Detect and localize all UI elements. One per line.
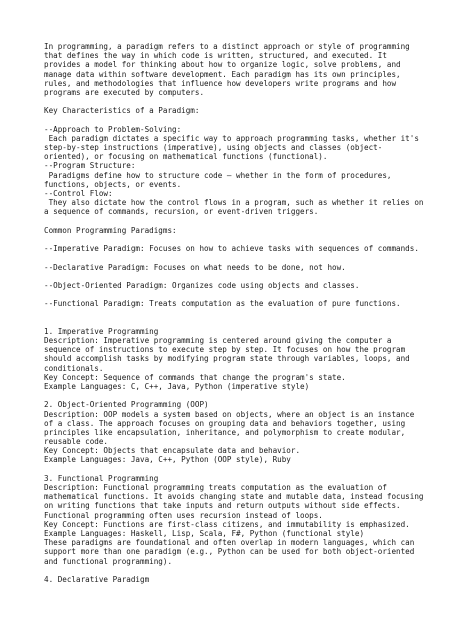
document-line: oriented), or focusing on mathematical functions (functional). <box>44 152 328 162</box>
document-line: a sequence of commands, recursion, or event-driven triggers. <box>44 207 319 217</box>
document-line <box>44 97 464 106</box>
document-line: They also dictate how the control flows in a program, such as whether it relies on <box>44 198 424 208</box>
document-line: Functional programming often uses recursion instead of loops. <box>44 510 323 520</box>
document-line: support more than one paradigm (e.g., Python can be used for both object-oriented <box>44 547 415 557</box>
document-line: Example Languages: Haskell, Lisp, Scala, F#, Python (functional style) <box>44 528 365 538</box>
document-line: In programming, a paradigm refers to a distinct approach or style of programming <box>44 42 410 51</box>
document-line: on writing functions that take inputs and return outputs without side effects. <box>44 501 401 511</box>
document-line: and functional programming). <box>44 556 173 566</box>
document-line: Key Concept: Functions are first-class citizens, and immutability is emphasized. <box>44 519 410 529</box>
document-line: reusable code. <box>44 437 109 447</box>
document-line: programs are executed by computers. <box>44 87 205 97</box>
document-line: mathematical functions. It avoids changing state and mutable data, instead focusing <box>44 492 424 502</box>
document-line: Key Concept: Objects that encapsulate data and behavior. <box>44 446 301 456</box>
document-line: --Control Flow: <box>44 189 113 198</box>
document-line <box>44 308 464 317</box>
document-line: conditionals. <box>44 363 104 373</box>
document-line <box>44 235 464 244</box>
document-line: Key Concept: Sequence of commands that change the program's state. <box>44 372 346 382</box>
document-line: that defines the way in which code is written, structured, and executed. It <box>44 51 387 61</box>
document-line <box>44 253 464 262</box>
document-line: Example Languages: C, C++, Java, Python (imperative style) <box>44 381 310 391</box>
document-line <box>44 318 464 327</box>
document-line: Key Characteristics of a Paradigm: <box>44 106 200 116</box>
document-line: 1. Imperative Programming <box>44 326 159 336</box>
document-line <box>44 391 464 400</box>
document-line: Description: OOP models a system based on objects, where an object is an instance <box>44 409 415 419</box>
document-line: rules, and methodologies that influence how developers write programs and how <box>44 78 397 88</box>
document-line: of a class. The approach focuses on grouping data and behaviors together, using <box>44 418 406 428</box>
document-line: manage data within software development. Each paradigm has its own principles, <box>44 69 401 79</box>
document-line: --Program Structure: <box>44 161 136 171</box>
document-line: Example Languages: Java, C++, Python (OOP style), Ruby <box>44 455 291 465</box>
document-line: step-by-step instructions (imperative), using objects and classes (object- <box>44 143 383 153</box>
document-line: functions, objects, or events. <box>44 179 182 189</box>
document-line: should accomplish tasks by modifying program state through variables, loops, and <box>44 354 410 364</box>
document-line: provides a model for thinking about how to organize logic, solve problems, and <box>44 60 401 70</box>
document-line <box>44 217 464 226</box>
document-line: --Functional Paradigm: Treats computation as the evaluation of pure functions. <box>44 299 401 309</box>
document-line: Description: Functional programming treats computation as the evaluation of <box>44 483 387 492</box>
document-line: Paradigms define how to structure code — whether in the form of procedures, <box>44 170 392 180</box>
document-line: --Imperative Paradigm: Focuses on how to achieve tasks with sequences of commands. <box>44 244 419 254</box>
document-line: Each paradigm dictates a specific way to approach programming tasks, whether it's <box>44 133 419 143</box>
document-line <box>44 566 464 575</box>
document-body <box>44 42 464 584</box>
document-line: These paradigms are foundational and often overlap in modern languages, which can <box>44 538 415 548</box>
document-line <box>44 465 464 474</box>
document-line <box>44 272 464 281</box>
document-line: --Approach to Problem-Solving: <box>44 124 182 134</box>
document-line: Description: Imperative programming is centered around giving the computer a <box>44 336 392 345</box>
document-line: principles like encapsulation, inheritance, and polymorphism to create modular, <box>44 427 406 437</box>
document-line: Common Programming Paradigms: <box>44 225 177 235</box>
document-line: 2. Object-Oriented Programming (OOP) <box>44 400 209 410</box>
document-line <box>44 290 464 299</box>
document-line: 3. Functional Programming <box>44 473 159 483</box>
document-line: sequence of instructions to execute step by step. It focuses on how the program <box>44 345 406 355</box>
document-line: --Declarative Paradigm: Focuses on what needs to be done, not how. <box>44 262 346 272</box>
document-line: 4. Declarative Paradigm <box>44 574 150 584</box>
document-line: --Object-Oriented Paradigm: Organizes code using objects and classes. <box>44 280 360 290</box>
document-line <box>44 116 464 125</box>
